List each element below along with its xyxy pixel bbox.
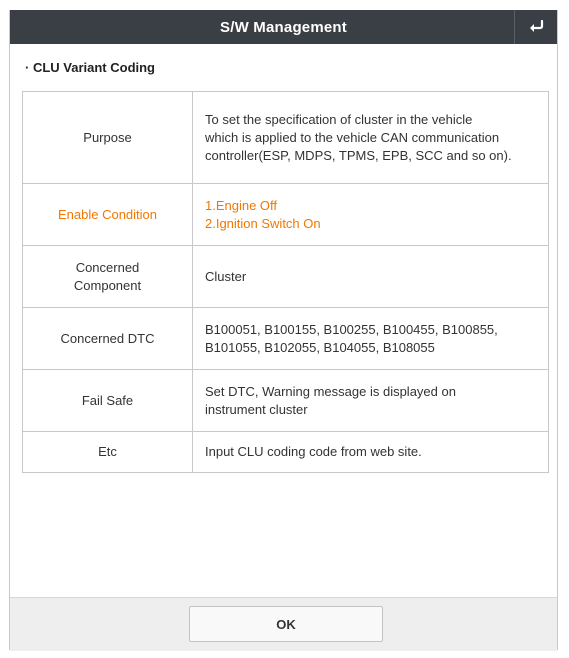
table-row <box>23 92 549 184</box>
value-line: To set the specification of cluster in the vehicle <box>205 111 473 127</box>
value-line: B101055, B102055, B104055, B108055 <box>205 339 435 355</box>
value-line: Input CLU coding code from web site. <box>205 444 422 459</box>
title-bar <box>10 10 557 44</box>
row-value-concerned-component <box>193 246 549 308</box>
value-line: instrument cluster <box>205 401 308 417</box>
value-line: 2.Ignition Switch On <box>205 215 321 231</box>
back-button[interactable] <box>514 10 557 44</box>
row-label-fail-safe: Fail Safe <box>23 370 193 432</box>
button-bar <box>10 597 557 651</box>
row-value-purpose <box>193 92 549 184</box>
value-line: 1.Engine Off <box>205 197 278 213</box>
sw-management-dialog <box>9 10 558 650</box>
table-row <box>23 370 549 432</box>
table-row <box>23 432 549 473</box>
ok-button[interactable]: OK <box>189 606 383 642</box>
row-label-concerned-component <box>23 246 193 308</box>
row-label-etc: Etc <box>23 432 193 473</box>
row-value-concerned-dtc <box>193 308 549 370</box>
value-line: Set DTC, Warning message is displayed on <box>205 383 456 399</box>
info-table <box>22 91 549 473</box>
window-title: S/W Management <box>220 18 347 36</box>
label-line: Concerned <box>75 259 140 275</box>
label-line: Component <box>73 277 142 293</box>
table-row <box>23 184 549 246</box>
row-value-etc <box>193 432 549 473</box>
return-arrow-icon <box>527 20 545 34</box>
row-label-enable-condition: Enable Condition <box>23 184 193 246</box>
table-row <box>23 246 549 308</box>
value-line: B100051, B100155, B100255, B100455, B100855, <box>205 321 498 337</box>
value-line: controller(ESP, MDPS, TPMS, EPB, SCC and so on). <box>205 147 512 163</box>
row-value-enable-condition <box>193 184 549 246</box>
row-label-concerned-dtc: Concerned DTC <box>23 308 193 370</box>
section-title: · CLU Variant Coding <box>25 60 155 75</box>
table-row <box>23 308 549 370</box>
value-line: Cluster <box>205 268 247 284</box>
row-label-purpose: Purpose <box>23 92 193 184</box>
value-line: which is applied to the vehicle CAN communication <box>205 129 500 145</box>
row-value-fail-safe <box>193 370 549 432</box>
